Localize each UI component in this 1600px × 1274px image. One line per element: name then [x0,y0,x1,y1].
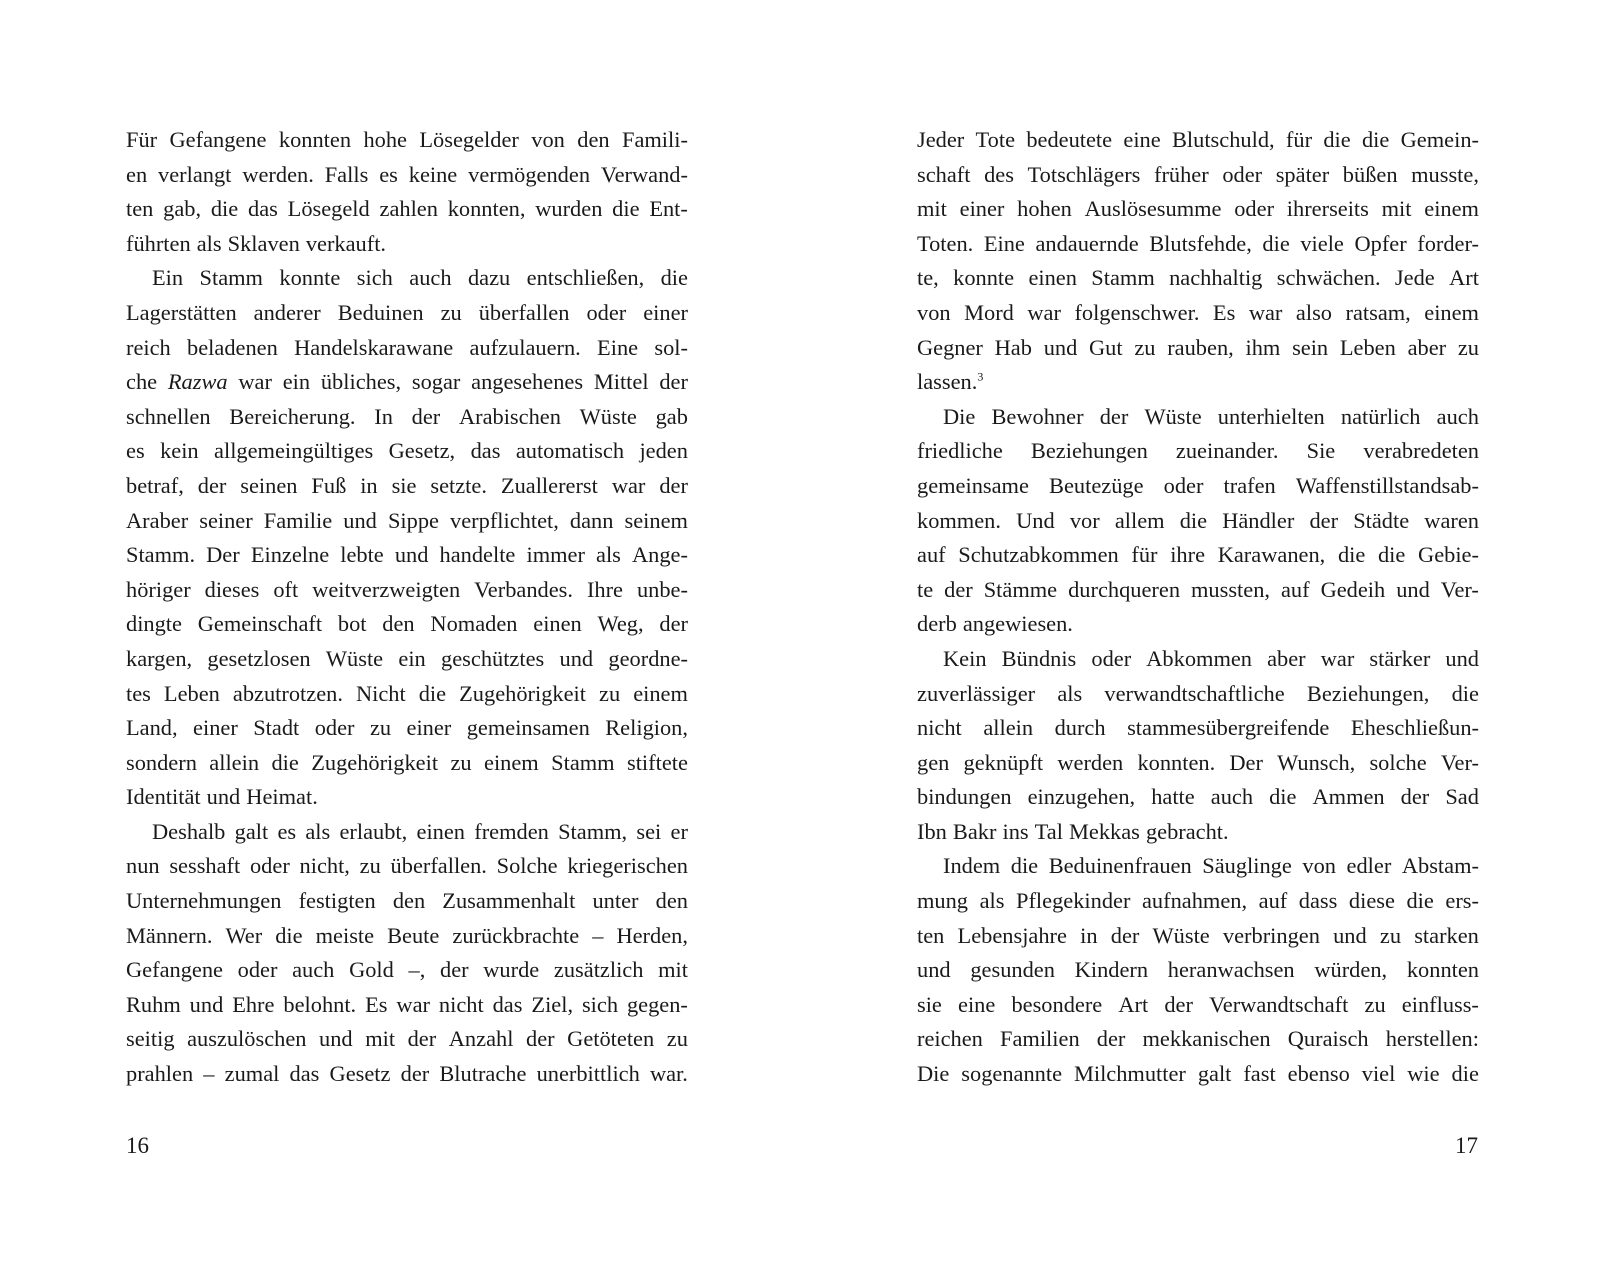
text-line: auf Schutzabkommen für ihre Karawanen, die die Gebie- [917,542,1479,568]
left-page-text [126,123,688,1092]
text-line: nun sesshaft oder nicht, zu überfallen. Solche kriegerischen [126,853,688,879]
text-line: schnellen Bereicherung. In der Arabischen Wüste gab [126,403,688,429]
text-line: und gesunden Kindern heranwachsen würden, konnten [917,957,1479,983]
text-line: höriger dieses oft weitverzweigten Verbandes. Ihre unbe- [126,576,688,602]
text-line: nicht allein durch stammesübergreifende Eheschließun- [917,715,1479,741]
text-line: Ein Stamm konnte sich auch dazu entschließen, die [152,265,688,291]
text-line: Unternehmungen festigten den Zusammenhalt unter den [126,888,688,914]
text-line: seitig auszulöschen und mit der Anzahl der Getöteten zu [126,1026,688,1052]
text-line: Lagerstätten anderer Beduinen zu überfallen oder einer [126,299,688,325]
text-line: Land, einer Stadt oder zu einer gemeinsamen Religion, [126,715,688,741]
text-line: te der Stämme durchqueren mussten, auf Gedeih und Ver- [917,576,1479,602]
text-line: ten gab, die das Lösegeld zahlen konnten, wurden die Ent- [126,196,688,222]
text-line: che Razwa war ein übliches, sogar angesehenes Mittel der [126,369,688,395]
text-line: schaft des Totschlägers früher oder später büßen musste, [917,161,1479,187]
text-line: gen geknüpft werden konnten. Der Wunsch, solche Ver- [917,749,1479,775]
text-line: lassen.$^3$ [917,369,984,395]
text-line: mit einer hohen Auslösesumme oder ihrerseits mit einem [917,196,1479,222]
text-line: Toten. Eine andauernde Blutsfehde, die viele Opfer forder- [917,230,1479,256]
text-line: te, konnte einen Stamm nachhaltig schwächen. Jede Art [917,265,1479,291]
text-line: Gegner Hab und Gut zu rauben, ihm sein Leben aber zu [917,334,1479,360]
text-line: Gefangene oder auch Gold –, der wurde zusätzlich mit [126,957,688,983]
text-line: Männern. Wer die meiste Beute zurückbrachte – Herden, [126,922,688,948]
right-page-number: 17 [1455,1133,1478,1158]
text-line: Identität und Heimat. [126,784,318,810]
text-line: Die Bewohner der Wüste unterhielten natürlich auch [943,403,1479,429]
text-line: Ibn Bakr ins Tal Mekkas gebracht. [917,818,1229,844]
text-line: reich beladenen Handelskarawane aufzulauern. Eine sol- [126,334,688,360]
text-line: sondern allein die Zugehörigkeit zu einem Stamm stiftete [126,749,688,775]
text-line: zuverlässiger als verwandtschaftliche Beziehungen, die [917,680,1479,706]
text-line: von Mord war folgenschwer. Es war also ratsam, einem [917,299,1479,325]
text-line: ten Lebensjahre in der Wüste verbringen und zu starken [917,922,1479,948]
text-line: kargen, gesetzlosen Wüste ein geschütztes und geordne- [126,645,688,671]
text-line: kommen. Und vor allem die Händler der Städte waren [917,507,1479,533]
text-line: reichen Familien der mekkanischen Quraisch herstellen: [917,1026,1479,1052]
text-line: bindungen einzugehen, hatte auch die Ammen der Sad [917,784,1479,810]
right-page-text [917,123,1479,1092]
text-line: Die sogenannte Milchmutter galt fast ebenso viel wie die [917,1061,1479,1087]
text-line: friedliche Beziehungen zueinander. Sie verabredeten [917,438,1479,464]
text-line: Für Gefangene konnten hohe Lösegelder von den Famili- [126,127,688,152]
text-line: Jeder Tote bedeutete eine Blutschuld, für die die Gemein- [917,127,1479,152]
text-line: Araber seiner Familie und Sippe verpflichtet, dann seinem [126,507,688,533]
text-line: es kein allgemeingültiges Gesetz, das automatisch jeden [126,438,688,464]
text-line: prahlen – zumal das Gesetz der Blutrache unerbittlich war. [126,1061,688,1087]
text-line: derb angewiesen. [917,611,1073,637]
left-page-number: 16 [126,1133,149,1158]
text-line: betraf, der seinen Fuß in sie setzte. Zuallererst war der [126,472,688,498]
text-line: sie eine besondere Art der Verwandtschaft zu einfluss- [917,991,1479,1017]
text-line: Indem die Beduinenfrauen Säuglinge von edler Abstam- [943,853,1479,879]
text-line: tes Leben abzutrotzen. Nicht die Zugehörigkeit zu einem [126,680,688,706]
text-line: Deshalb galt es als erlaubt, einen fremden Stamm, sei er [152,818,688,844]
text-line: gemeinsame Beutezüge oder trafen Waffenstillstandsab- [917,472,1479,498]
text-line: Ruhm und Ehre belohnt. Es war nicht das Ziel, sich gegen- [126,991,688,1017]
text-line: dingte Gemeinschaft bot den Nomaden einen Weg, der [126,611,688,637]
text-line: führten als Sklaven verkauft. [126,230,387,256]
text-line: Kein Bündnis oder Abkommen aber war stärker und [943,645,1479,671]
text-line: Stamm. Der Einzelne lebte und handelte immer als Ange- [126,542,688,568]
text-line: mung als Pflegekinder aufnahmen, auf dass diese die ers- [917,888,1479,914]
text-line: en verlangt werden. Falls es keine vermögenden Verwand- [126,161,688,187]
